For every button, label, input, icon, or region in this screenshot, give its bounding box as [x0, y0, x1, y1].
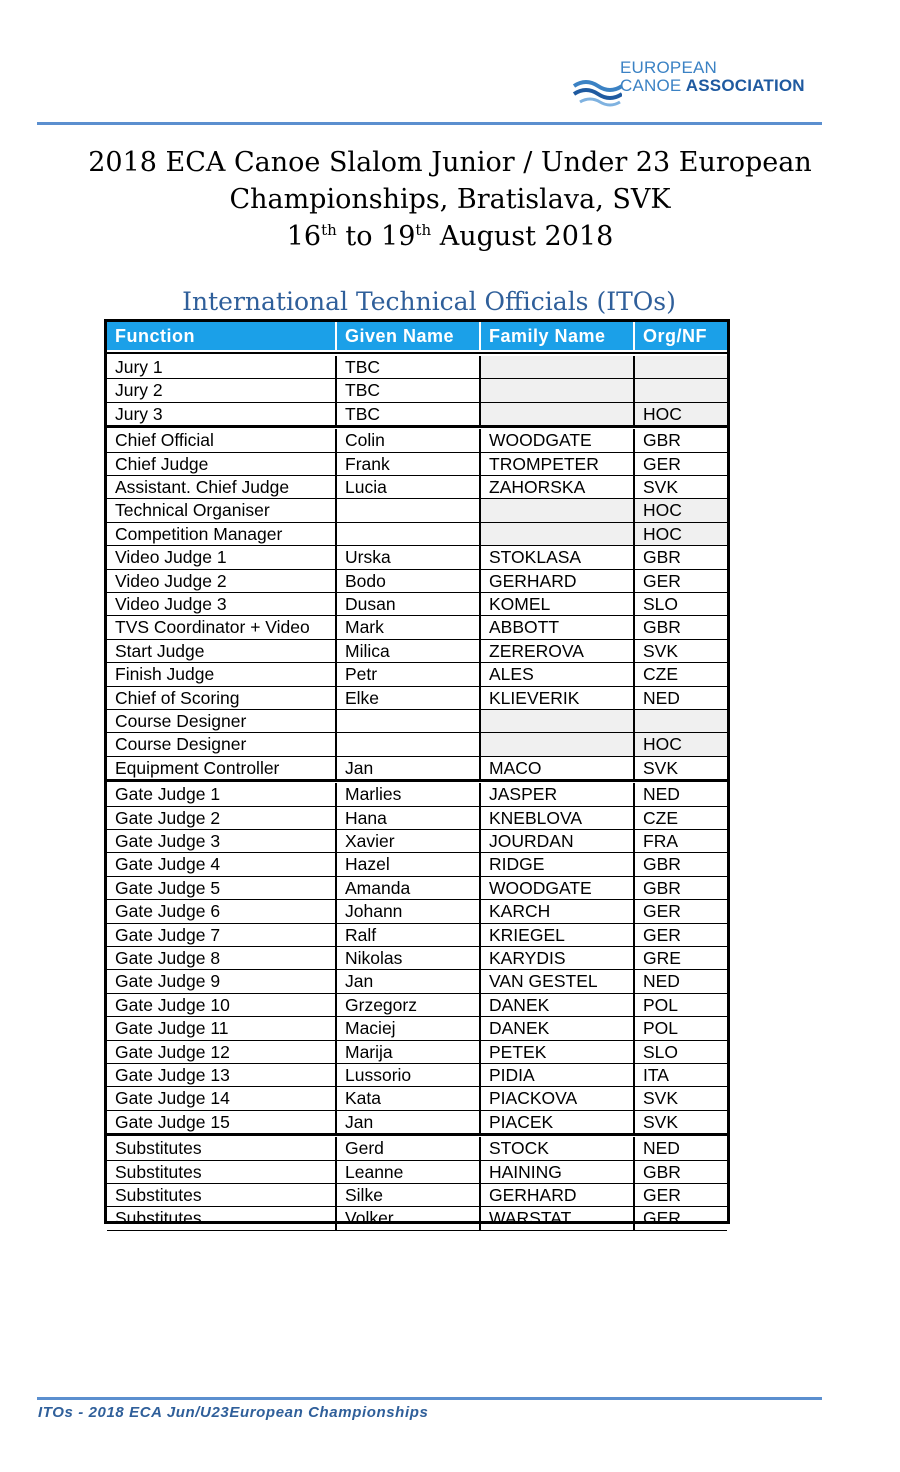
cell-given-name: TBC — [337, 379, 481, 401]
cell-family-name: ALES — [481, 663, 635, 685]
cell-family-name: PIDIA — [481, 1064, 635, 1086]
table-row — [107, 1207, 727, 1230]
cell-given-name: Urska — [337, 546, 481, 568]
cell-family-name: WOODGATE — [481, 429, 635, 451]
table-row — [107, 403, 727, 426]
table-row — [107, 1041, 727, 1064]
cell-org-nf: GER — [643, 570, 681, 591]
cell-family-name: MACO — [481, 757, 635, 779]
cell-function: TVS Coordinator + Video — [107, 616, 337, 638]
table-row — [107, 379, 727, 402]
cell-given-name — [337, 499, 481, 521]
cell-org-nf: HOC — [635, 733, 727, 755]
cell-org-nf: HOC — [635, 523, 727, 545]
table-row — [107, 1017, 727, 1040]
cell-function: Gate Judge 12 — [107, 1041, 337, 1063]
table-row — [107, 1111, 727, 1134]
cell-function: Jury 3 — [107, 403, 337, 425]
table-row — [107, 1161, 727, 1184]
cell-function: Substitutes — [107, 1184, 337, 1206]
table-row — [107, 947, 727, 970]
table-row — [107, 900, 727, 923]
logo-text-canoe-association: CANOE ASSOCIATION — [620, 76, 805, 95]
cell-given-name: TBC — [337, 356, 481, 378]
cell-given-name: Milica — [337, 640, 481, 662]
cell-function: Gate Judge 10 — [107, 994, 337, 1016]
cell-function: Substitutes — [107, 1137, 337, 1159]
wave-icon — [572, 78, 622, 108]
cell-family-name: GERHARD — [481, 1184, 635, 1206]
table-row — [107, 1184, 727, 1207]
cell-org-nf: HOC — [635, 403, 727, 425]
cell-function: Course Designer — [107, 733, 337, 755]
table-row — [107, 1064, 727, 1087]
cell-given-name: Mark — [337, 616, 481, 638]
cell-family-name: PIACKOVA — [481, 1087, 635, 1109]
cell-given-name — [337, 710, 481, 732]
cell-family-name — [481, 379, 635, 401]
cell-org-nf: CZE — [643, 807, 678, 828]
cell-given-name: Frank — [337, 453, 481, 475]
cell-family-name: WOODGATE — [481, 877, 635, 899]
cell-given-name: Elke — [337, 687, 481, 709]
cell-given-name: Marija — [337, 1041, 481, 1063]
group-separator — [107, 1133, 727, 1136]
cell-function: Course Designer — [107, 710, 337, 732]
cell-family-name: ZAHORSKA — [481, 476, 635, 498]
cell-function: Gate Judge 11 — [107, 1017, 337, 1039]
cell-function: Gate Judge 2 — [107, 807, 337, 829]
table-row — [107, 616, 727, 639]
cell-function: Technical Organiser — [107, 499, 337, 521]
cell-org-nf — [635, 710, 727, 732]
cell-family-name: KARCH — [481, 900, 635, 922]
cell-given-name: Dusan — [337, 593, 481, 615]
cell-function: Video Judge 1 — [107, 546, 337, 568]
footer-rule — [37, 1397, 822, 1400]
cell-function: Chief Official — [107, 429, 337, 451]
cell-given-name: Hazel — [337, 853, 481, 875]
table-row — [107, 687, 727, 710]
table-row — [107, 853, 727, 876]
cell-family-name: JOURDAN — [481, 830, 635, 852]
cell-family-name — [481, 403, 635, 425]
cell-given-name: Hana — [337, 807, 481, 829]
cell-given-name: Johann — [337, 900, 481, 922]
cell-given-name: Jan — [337, 970, 481, 992]
cell-org-nf — [635, 379, 727, 401]
table-row — [107, 710, 727, 733]
cell-family-name: STOCK — [481, 1137, 635, 1159]
cell-org-nf: SVK — [643, 1088, 679, 1109]
cell-function: Video Judge 3 — [107, 593, 337, 615]
cell-given-name: Petr — [337, 663, 481, 685]
cell-org-nf: SVK — [643, 757, 679, 778]
cell-org-nf: GER — [643, 453, 681, 474]
cell-org-nf: NED — [643, 687, 680, 708]
table-row — [107, 640, 727, 663]
table-row — [107, 546, 727, 569]
cell-org-nf: GER — [643, 924, 681, 945]
cell-org-nf: HOC — [635, 499, 727, 521]
table-row — [107, 1087, 727, 1110]
table-row — [107, 733, 727, 756]
cell-family-name: GERHARD — [481, 570, 635, 592]
cell-family-name — [481, 523, 635, 545]
cell-function: Assistant. Chief Judge — [107, 476, 337, 498]
cell-org-nf: GER — [643, 1185, 681, 1205]
cell-function: Gate Judge 7 — [107, 924, 337, 946]
cell-function: Chief Judge — [107, 453, 337, 475]
cell-function: Gate Judge 8 — [107, 947, 337, 969]
cell-given-name: Ralf — [337, 924, 481, 946]
cell-given-name: Colin — [337, 429, 481, 451]
cell-given-name: Kata — [337, 1087, 481, 1109]
cell-given-name: Jan — [337, 1111, 481, 1133]
cell-given-name: Lussorio — [337, 1064, 481, 1086]
cell-org-nf: SVK — [643, 1111, 679, 1132]
eca-logo — [572, 58, 822, 114]
table-row — [107, 476, 727, 499]
cell-org-nf: SVK — [643, 640, 679, 661]
cell-given-name: Leanne — [337, 1161, 481, 1183]
cell-org-nf: CZE — [643, 664, 678, 685]
cell-family-name: KLIEVERIK — [481, 687, 635, 709]
cell-function: Equipment Controller — [107, 757, 337, 779]
header-function: Function — [107, 322, 337, 350]
cell-given-name: Lucia — [337, 476, 481, 498]
table-row — [107, 523, 727, 546]
cell-family-name: DANEK — [481, 1017, 635, 1039]
cell-org-nf — [635, 356, 727, 378]
table-row — [107, 356, 727, 379]
cell-function: Gate Judge 14 — [107, 1087, 337, 1109]
table-row — [107, 593, 727, 616]
cell-org-nf: GER — [643, 1208, 681, 1229]
cell-org-nf: NED — [643, 784, 680, 805]
cell-function: Gate Judge 1 — [107, 783, 337, 805]
cell-given-name: Maciej — [337, 1017, 481, 1039]
cell-family-name: PETEK — [481, 1041, 635, 1063]
cell-function: Jury 2 — [107, 379, 337, 401]
header-rule — [37, 122, 822, 125]
table-header-row — [107, 322, 727, 350]
cell-org-nf: GBR — [643, 877, 681, 898]
cell-function: Finish Judge — [107, 663, 337, 685]
table-row — [107, 830, 727, 853]
table-row — [107, 570, 727, 593]
cell-family-name: KARYDIS — [481, 947, 635, 969]
cell-family-name — [481, 733, 635, 755]
cell-family-name: JASPER — [481, 783, 635, 805]
cell-given-name: Grzegorz — [337, 994, 481, 1016]
header-given-name: Given Name — [337, 322, 481, 350]
cell-given-name: Marlies — [337, 783, 481, 805]
cell-org-nf: GBR — [643, 617, 681, 638]
cell-org-nf: SLO — [643, 594, 679, 614]
cell-org-nf: GBR — [643, 547, 681, 568]
cell-family-name: KOMEL — [481, 593, 635, 615]
cell-family-name: HAINING — [481, 1161, 635, 1183]
table-row — [107, 970, 727, 993]
cell-family-name: ZEREROVA — [481, 640, 635, 662]
cell-given-name: Amanda — [337, 877, 481, 899]
cell-org-nf: SLO — [643, 1041, 679, 1062]
table-row — [107, 429, 727, 452]
cell-given-name: Nikolas — [337, 947, 481, 969]
group-separator — [107, 779, 727, 782]
cell-function: Gate Judge 5 — [107, 877, 337, 899]
cell-family-name: PIACEK — [481, 1111, 635, 1133]
cell-org-nf: POL — [643, 1018, 679, 1039]
table-title: International Technical Officials (ITOs) — [182, 287, 676, 316]
cell-function: Substitutes — [107, 1161, 337, 1183]
cell-given-name: Xavier — [337, 830, 481, 852]
cell-given-name: Gerd — [337, 1137, 481, 1159]
cell-given-name: Jan — [337, 757, 481, 779]
cell-family-name: VAN GESTEL — [481, 970, 635, 992]
header-family-name: Family Name — [481, 322, 635, 350]
cell-family-name: ABBOTT — [481, 616, 635, 638]
logo-text-european: EUROPEAN — [620, 58, 718, 77]
header-gap — [107, 350, 727, 354]
cell-function: Substitutes — [107, 1207, 337, 1229]
cell-org-nf: NED — [643, 971, 680, 992]
cell-org-nf: POL — [643, 994, 679, 1015]
cell-family-name: DANEK — [481, 994, 635, 1016]
table-row — [107, 924, 727, 947]
table-row — [107, 663, 727, 686]
cell-function: Competition Manager — [107, 523, 337, 545]
table-row — [107, 757, 727, 780]
cell-given-name: Silke — [337, 1184, 481, 1206]
table-row — [107, 994, 727, 1017]
cell-org-nf: FRA — [643, 831, 678, 851]
cell-function: Gate Judge 3 — [107, 830, 337, 852]
cell-function: Chief of Scoring — [107, 687, 337, 709]
cell-function: Gate Judge 4 — [107, 853, 337, 875]
cell-org-nf: GER — [643, 901, 681, 922]
cell-org-nf: ITA — [643, 1065, 669, 1085]
cell-given-name: Volker — [337, 1207, 481, 1229]
cell-given-name: Bodo — [337, 570, 481, 592]
cell-org-nf: GBR — [643, 1161, 681, 1182]
table-row — [107, 877, 727, 900]
cell-family-name: KRIEGEL — [481, 924, 635, 946]
group-separator — [107, 425, 727, 428]
cell-org-nf: GRE — [643, 948, 681, 968]
table-row — [107, 783, 727, 806]
table-row — [107, 453, 727, 476]
cell-family-name — [481, 356, 635, 378]
cell-org-nf: GBR — [643, 430, 681, 451]
header-org-nf: Org/NF — [643, 326, 707, 346]
cell-family-name: WARSTAT — [481, 1207, 635, 1229]
cell-function: Gate Judge 9 — [107, 970, 337, 992]
cell-function: Jury 1 — [107, 356, 337, 378]
cell-family-name: TROMPETER — [481, 453, 635, 475]
cell-function: Gate Judge 6 — [107, 900, 337, 922]
cell-given-name — [337, 733, 481, 755]
page-title: 2018 ECA Canoe Slalom Junior / Under 23 European Championships, Bratislava, SVK 16th to 19th August 2018 — [88, 147, 812, 252]
cell-function: Gate Judge 15 — [107, 1111, 337, 1133]
cell-org-nf: NED — [643, 1138, 680, 1159]
cell-org-nf: GBR — [643, 854, 681, 875]
cell-family-name — [481, 499, 635, 521]
cell-family-name — [481, 710, 635, 732]
cell-org-nf: SVK — [643, 477, 679, 497]
cell-family-name: STOKLASA — [481, 546, 635, 568]
cell-function: Start Judge — [107, 640, 337, 662]
cell-family-name: KNEBLOVA — [481, 807, 635, 829]
cell-given-name: TBC — [337, 403, 481, 425]
table-row — [107, 1137, 727, 1160]
cell-function: Video Judge 2 — [107, 570, 337, 592]
table-row — [107, 499, 727, 522]
cell-function: Gate Judge 13 — [107, 1064, 337, 1086]
officials-table — [104, 319, 730, 1229]
cell-given-name — [337, 523, 481, 545]
table-row — [107, 807, 727, 830]
cell-family-name: RIDGE — [481, 853, 635, 875]
page-footer: ITOs - 2018 ECA Jun/U23European Championships — [38, 1404, 429, 1421]
